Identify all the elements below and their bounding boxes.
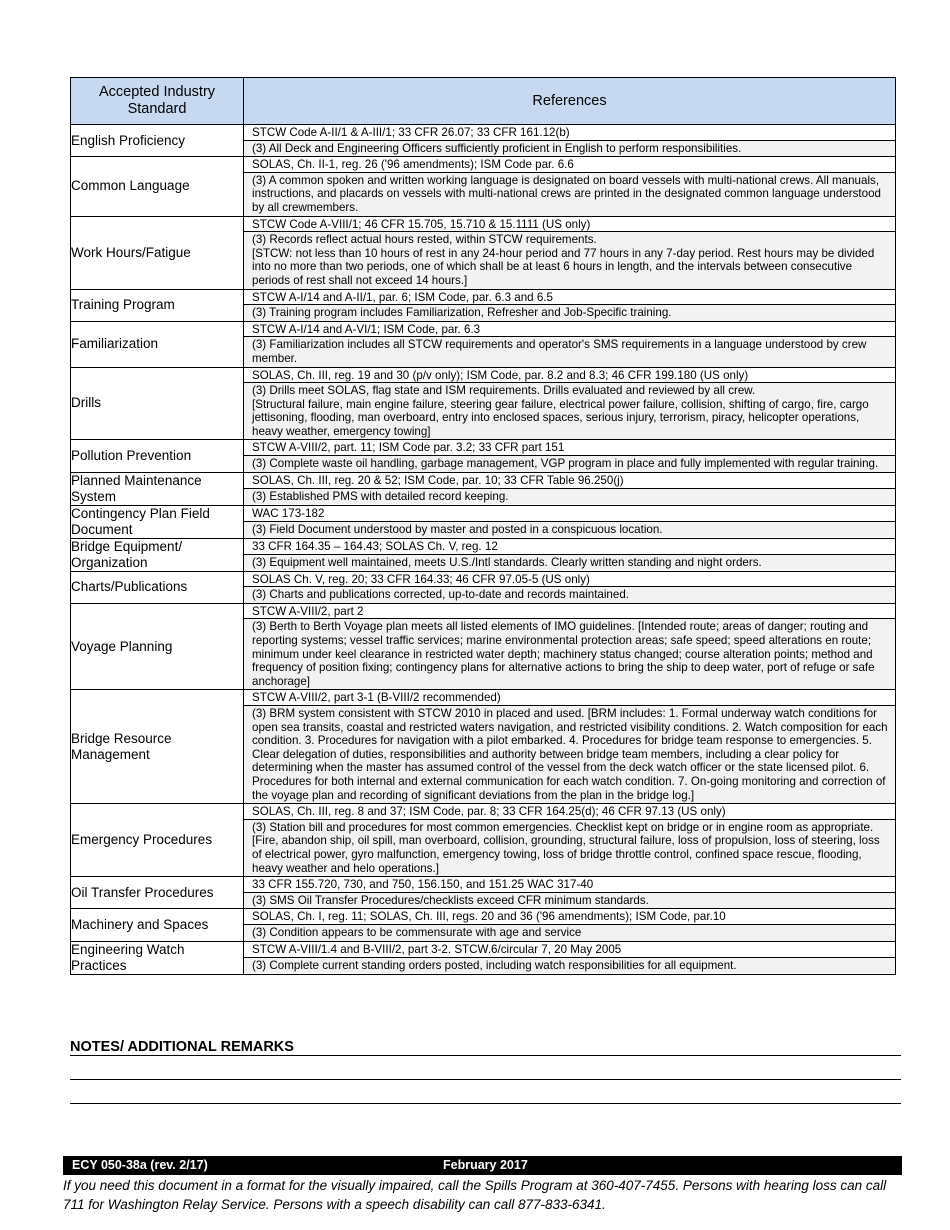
references-cell: [244, 571, 896, 603]
reference-remark: (3) Complete waste oil handling, garbage management, VGP program in place and fully implemented with regular training.: [244, 455, 895, 472]
reference-citation: STCW A-VIII/2, part 2: [252, 604, 364, 618]
reference-citation: STCW A-VIII/2, part. 11; ISM Code par. 3.2; 33 CFR part 151: [252, 441, 565, 455]
table-row: [71, 125, 896, 157]
reference-citation: STCW A-VIII/1.4 and B-VIII/2, part 3-2. STCW.6/circular 7, 20 May 2005: [252, 942, 622, 956]
standard-cell: Oil Transfer Procedures: [71, 877, 244, 909]
reference-citation: STCW A-VIII/2, part 3-1 (B-VIII/2 recommended): [252, 691, 501, 705]
header-references: References: [244, 78, 896, 125]
notes-section: [70, 1038, 901, 1056]
table-row: [71, 289, 896, 321]
references-cell: [244, 941, 896, 974]
standard-cell: Training Program: [71, 289, 244, 321]
standard-cell: Machinery and Spaces: [71, 909, 244, 941]
standard-cell: Charts/Publications: [71, 571, 244, 603]
reference-citation: SOLAS, Ch. II-1, reg. 26 ('96 amendments); ISM Code par. 6.6: [252, 158, 574, 172]
reference-remark: (3) SMS Oil Transfer Procedures/checklists exceed CFR minimum standards.: [244, 892, 895, 909]
references-cell: [244, 877, 896, 909]
reference-remark: (3) Berth to Berth Voyage plan meets all listed elements of IMO guidelines. [Intended route; areas of danger; routing and reporting systems; vessel traffic services; marine environmental protection areas; safe speed; speed alterations en route; minimum under keel clearance in restricted water depth; machinery status changed; course alteration points; method and frequency of position fixing; contingency plans for alternative actions to bring the ship to deep water, port of refuge or safe anchorage]: [244, 618, 895, 689]
table-row: [71, 505, 896, 538]
reference-citation: WAC 173-182: [252, 507, 325, 521]
table-row: [71, 603, 896, 690]
references-cell: [244, 909, 896, 941]
table-row: [71, 538, 896, 571]
standard-cell: Voyage Planning: [71, 603, 244, 690]
references-cell: [244, 690, 896, 804]
references-cell: [244, 472, 896, 505]
references-cell: [244, 603, 896, 690]
reference-remark: (3) Familiarization includes all STCW requirements and operator's SMS requirements in a language understood by crew member.: [244, 336, 895, 366]
reference-remark: (3) Equipment well maintained, meets U.S./Intl standards. Clearly written standing and night orders.: [244, 554, 895, 571]
references-cell: [244, 505, 896, 538]
notes-title: NOTES/ ADDITIONAL REMARKS: [70, 1039, 294, 1055]
reference-citation: 33 CFR 164.35 – 164.43; SOLAS Ch. V, reg. 12: [252, 540, 498, 554]
notes-line[interactable]: [70, 1079, 901, 1080]
table-row: [71, 472, 896, 505]
reference-citation: STCW A-I/14 and A-II/1, par. 6; ISM Code, par. 6.3 and 6.5: [252, 290, 553, 304]
table-header-row: [71, 78, 896, 125]
references-cell: [244, 289, 896, 321]
standard-cell: Contingency Plan Field Document: [71, 505, 244, 538]
standard-cell: Planned Maintenance System: [71, 472, 244, 505]
reference-remark: (3) Records reflect actual hours rested, within STCW requirements. [STCW: not less than 10 hours of rest in any 24-hour period and 77 hours in any 7-day period. Rest hours may be divided into no more than two periods, one of which shall be at least 6 hours in length, and the intervals between consecutive periods of rest shall not exceed 14 hours.]: [244, 231, 895, 288]
reference-citation: STCW A-I/14 and A-VI/1; ISM Code, par. 6.3: [252, 322, 481, 336]
table-row: [71, 690, 896, 804]
reference-remark: (3) A common spoken and written working language is designated on board vessels with multi-national crews. All manuals, instructions, and placards on vessels with multi-national crews are printed in the designated common language understood by all crewmembers.: [244, 172, 895, 216]
standard-cell: Emergency Procedures: [71, 804, 244, 877]
reference-remark: (3) BRM system consistent with STCW 2010 in placed and used. [BRM includes: 1. Formal underway watch conditions for open sea transits, coastal and restricted waters navigation, and restricted visibility conditions. 2. Watch composition for each condition. 3. Procedures for navigation with a pilot embarked. 4. Procedures for bridge team response to emergencies. 5. Clear delegation of duties, responsibilities and authority between bridge team members, including a clear policy for determining when the master has assumed control of the vessel from the deck watch officer or the state licensed pilot. 6. Procedures for both internal and external communication for each watch condition. 7. On-going monitoring and correction of the voyage plan and recording of significant deviations from the plan in the bridge log.]: [244, 705, 895, 803]
references-cell: [244, 804, 896, 877]
accessibility-notice: If you need this document in a format for the visually impaired, call the Spills Program at 360-407-7455. Persons with hearing loss can call 711 for Washington Relay Service. Persons with a speech disability can call 877-833-6341.: [63, 1178, 887, 1212]
standard-cell: Common Language: [71, 157, 244, 216]
standard-cell: Engineering Watch Practices: [71, 941, 244, 974]
notes-line[interactable]: [70, 1103, 901, 1104]
standards-table: [70, 77, 896, 975]
reference-citation: STCW Code A-VIII/1; 46 CFR 15.705, 15.710 & 15.1111 (US only): [252, 217, 591, 231]
reference-remark: (3) Station bill and procedures for most common emergencies. Checklist kept on bridge or in engine room as appropriate. [Fire, abandon ship, oil spill, man overboard, collision, grounding, structural failure, loss of propulsion, loss of steering, loss of electrical power, gyro malfunction, emergency towing, loss of bridge throttle control, confined space rescue, flooding, heavy weather and helo operations.]: [244, 819, 895, 876]
form-date: February 2017: [443, 1158, 528, 1172]
table-body: [71, 125, 896, 975]
standard-cell: Bridge Resource Management: [71, 690, 244, 804]
reference-remark: (3) Charts and publications corrected, up-to-date and records maintained.: [244, 586, 895, 603]
form-number: ECY 050-38a (rev. 2/17): [72, 1158, 208, 1172]
reference-remark: (3) Condition appears to be commensurate with age and service: [244, 924, 895, 941]
reference-citation: SOLAS, Ch. III, reg. 19 and 30 (p/v only); ISM Code, par. 8.2 and 8.3; 46 CFR 199.180 (US only): [252, 368, 749, 382]
reference-remark: (3) Drills meet SOLAS, flag state and ISM requirements. Drills evaluated and reviewed by all crew. [Structural failure, main engine failure, steering gear failure, electrical power failure, collision, shifting of cargo, fire, cargo jettisoning, flooding, man overboard, entry into enclosed spaces, serious injury, terrorism, piracy, helicopter operations, heavy weather, emergency towing]: [244, 382, 895, 439]
references-cell: [244, 216, 896, 289]
reference-citation: SOLAS, Ch. III, reg. 8 and 37; ISM Code, par. 8; 33 CFR 164.25(d); 46 CFR 97.13 (US only): [252, 805, 726, 819]
table-row: [71, 321, 896, 367]
reference-remark: (3) Field Document understood by master and posted in a conspicuous location.: [244, 521, 895, 538]
table-row: [71, 877, 896, 909]
standard-cell: Work Hours/Fatigue: [71, 216, 244, 289]
table-row: [71, 440, 896, 472]
standard-cell: Drills: [71, 367, 244, 440]
reference-remark: (3) Training program includes Familiarization, Refresher and Job-Specific training.: [244, 304, 895, 321]
header-accepted-standard: Accepted Industry Standard: [71, 78, 244, 125]
reference-remark: (3) All Deck and Engineering Officers sufficiently proficient in English to perform responsibilities.: [244, 140, 895, 157]
table-row: [71, 941, 896, 974]
references-cell: [244, 125, 896, 157]
standard-cell: Bridge Equipment/ Organization: [71, 538, 244, 571]
table-row: [71, 216, 896, 289]
notes-line[interactable]: [70, 1055, 901, 1056]
standard-cell: English Proficiency: [71, 125, 244, 157]
table-row: [71, 367, 896, 440]
footer-bar: [63, 1156, 902, 1175]
references-cell: [244, 440, 896, 472]
reference-remark: (3) Established PMS with detailed record keeping.: [244, 488, 895, 505]
references-cell: [244, 367, 896, 440]
references-cell: [244, 538, 896, 571]
standard-cell: Pollution Prevention: [71, 440, 244, 472]
references-cell: [244, 157, 896, 216]
reference-citation: SOLAS Ch. V, reg. 20; 33 CFR 164.33; 46 CFR 97.05-5 (US only): [252, 572, 590, 586]
reference-citation: SOLAS, Ch. III, reg. 20 & 52; ISM Code, par. 10; 33 CFR Table 96.250(j): [252, 474, 624, 488]
table-row: [71, 571, 896, 603]
table-row: [71, 909, 896, 941]
table-row: [71, 157, 896, 216]
table-row: [71, 804, 896, 877]
references-cell: [244, 321, 896, 367]
reference-citation: SOLAS, Ch. I, reg. 11; SOLAS, Ch. III, regs. 20 and 36 ('96 amendments); ISM Code, par.10: [252, 910, 726, 924]
reference-citation: 33 CFR 155.720, 730, and 750, 156.150, and 151.25 WAC 317-40: [252, 878, 594, 892]
standard-cell: Familiarization: [71, 321, 244, 367]
reference-remark: (3) Complete current standing orders posted, including watch responsibilities for all equipment.: [244, 957, 895, 974]
reference-citation: STCW Code A-II/1 & A-III/1; 33 CFR 26.07; 33 CFR 161.12(b): [252, 126, 570, 139]
